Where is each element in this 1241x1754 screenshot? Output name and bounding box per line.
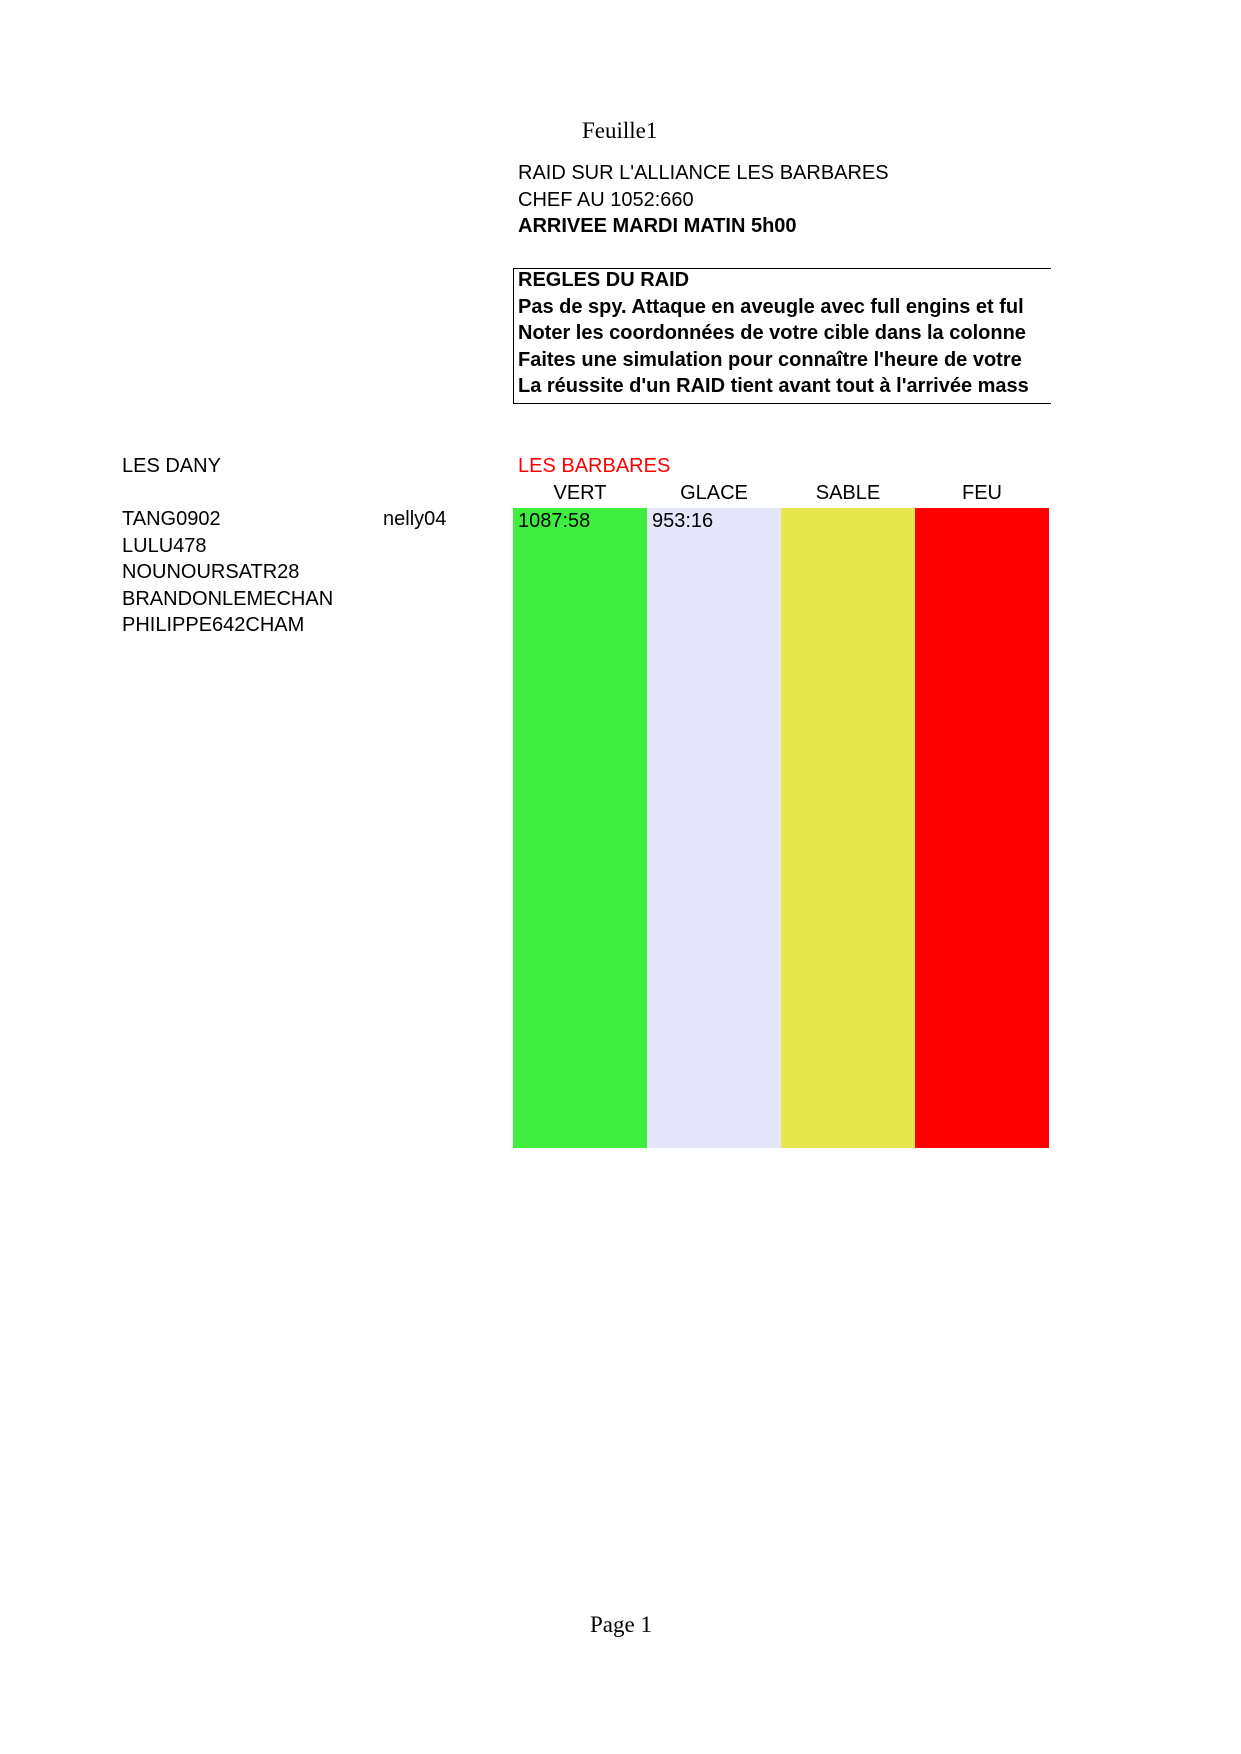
column-header-sable: SABLE xyxy=(815,482,881,504)
rules-line: Noter les coordonnées de votre cible dans la colonne xyxy=(518,322,1026,344)
left-team-name: LES DANY xyxy=(122,455,221,477)
column-header-vert: VERT xyxy=(553,482,607,504)
column-block-sable xyxy=(781,508,915,1148)
column-header-glace: GLACE xyxy=(680,482,748,504)
raid-title: RAID SUR L'ALLIANCE LES BARBARES xyxy=(518,162,889,184)
member-row: NOUNOURSATR28 xyxy=(122,561,300,583)
right-team-name: LES BARBARES xyxy=(518,455,671,477)
target-coordinates: 953:16 xyxy=(652,510,714,532)
chief-coordinates: CHEF AU 1052:660 xyxy=(518,189,694,211)
member-row: PHILIPPE642CHAM xyxy=(122,614,305,636)
rules-title: REGLES DU RAID xyxy=(518,269,690,291)
member-row: BRANDONLEMECHAN xyxy=(122,588,334,610)
extra-member: nelly04 xyxy=(383,508,447,530)
member-row: LULU478 xyxy=(122,535,207,557)
arrival-time: ARRIVEE MARDI MATIN 5h00 xyxy=(518,215,797,237)
column-block-glace xyxy=(647,508,781,1148)
member-row: TANG0902 xyxy=(122,508,221,530)
column-header-feu: FEU xyxy=(962,482,1002,504)
rules-line: Pas de spy. Attaque en aveugle avec full engins et ful xyxy=(518,296,1024,318)
rules-line: La réussite d'un RAID tient avant tout à l'arrivée mass xyxy=(518,375,1029,397)
target-coordinates: 1087:58 xyxy=(518,510,591,532)
page-number: Page 1 xyxy=(590,1612,652,1637)
column-block-feu xyxy=(915,508,1049,1148)
sheet-title: Feuille1 xyxy=(582,118,658,143)
rules-box xyxy=(513,268,1051,404)
column-block-vert xyxy=(513,508,647,1148)
rules-line: Faites une simulation pour connaître l'heure de votre xyxy=(518,349,1022,371)
